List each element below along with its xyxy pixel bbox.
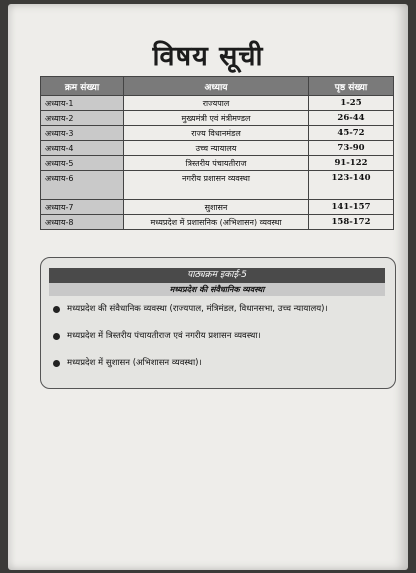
bullet-icon xyxy=(53,306,60,313)
table-row xyxy=(41,156,394,171)
page-range: 45-72 xyxy=(309,126,394,141)
syllabus-subheading: मध्यप्रदेश की संवैधानिक व्यवस्था xyxy=(49,283,385,296)
header-serial: क्रम संख्या xyxy=(41,77,124,96)
page-range: 26-44 xyxy=(309,111,394,126)
header-page: पृष्ठ संख्या xyxy=(309,77,394,96)
chapter-number: अध्याय-1 xyxy=(41,96,124,111)
table-row xyxy=(41,126,394,141)
chapter-name: मुख्यमंत्री एवं मंत्रीमण्डल xyxy=(124,111,309,126)
chapter-name: सुशासन xyxy=(124,200,309,215)
list-item-text: मध्यप्रदेश की संवैधानिक व्यवस्था (राज्यपाल, मंत्रिमंडल, विधानसभा, उच्च न्यायालय)। xyxy=(67,304,328,314)
list-item xyxy=(51,331,389,342)
syllabus-list xyxy=(51,304,389,385)
table-header-row xyxy=(41,77,394,96)
table-row xyxy=(41,96,394,111)
syllabus-heading: पाठ्यक्रम इकाई-5 xyxy=(49,268,385,283)
table-row xyxy=(41,111,394,126)
chapter-number: अध्याय-6 xyxy=(41,171,124,200)
page-title: विषय सूची xyxy=(152,41,264,72)
page-range: 1-25 xyxy=(309,96,394,111)
table-row xyxy=(41,171,394,200)
syllabus-box xyxy=(40,257,396,389)
page-range: 141-157 xyxy=(309,200,394,215)
table-row xyxy=(41,200,394,215)
chapter-number: अध्याय-4 xyxy=(41,141,124,156)
list-item-text: मध्यप्रदेश में सुशासन (अभिशासन व्यवस्था)। xyxy=(67,358,202,368)
contents-table xyxy=(40,76,394,230)
list-item xyxy=(51,304,389,315)
chapter-name: राज्यपाल xyxy=(124,96,309,111)
list-item-text: मध्यप्रदेश में त्रिस्तरीय पंचायतीराज एवं नगरीय प्रशासन व्यवस्था। xyxy=(67,331,261,341)
page-range: 73-90 xyxy=(309,141,394,156)
header-chapter: अध्याय xyxy=(124,77,309,96)
table-row xyxy=(41,141,394,156)
page-range: 91-122 xyxy=(309,156,394,171)
chapter-name: राज्य विधानमंडल xyxy=(124,126,309,141)
chapter-name: नगरीय प्रशासन व्यवस्था xyxy=(124,171,309,200)
bullet-icon xyxy=(53,333,60,340)
table-row xyxy=(41,215,394,230)
list-item xyxy=(51,358,389,369)
page-range: 123-140 xyxy=(309,171,394,200)
chapter-number: अध्याय-2 xyxy=(41,111,124,126)
chapter-name: उच्च न्यायालय xyxy=(124,141,309,156)
chapter-number: अध्याय-7 xyxy=(41,200,124,215)
chapter-name: त्रिस्तरीय पंचायतीराज xyxy=(124,156,309,171)
chapter-number: अध्याय-5 xyxy=(41,156,124,171)
bullet-icon xyxy=(53,360,60,367)
chapter-name: मध्यप्रदेश में प्रशासनिक (अभिशासन) व्यवस्था xyxy=(124,215,309,230)
chapter-number: अध्याय-3 xyxy=(41,126,124,141)
page-range: 158-172 xyxy=(309,215,394,230)
book-page xyxy=(8,4,408,570)
chapter-number: अध्याय-8 xyxy=(41,215,124,230)
